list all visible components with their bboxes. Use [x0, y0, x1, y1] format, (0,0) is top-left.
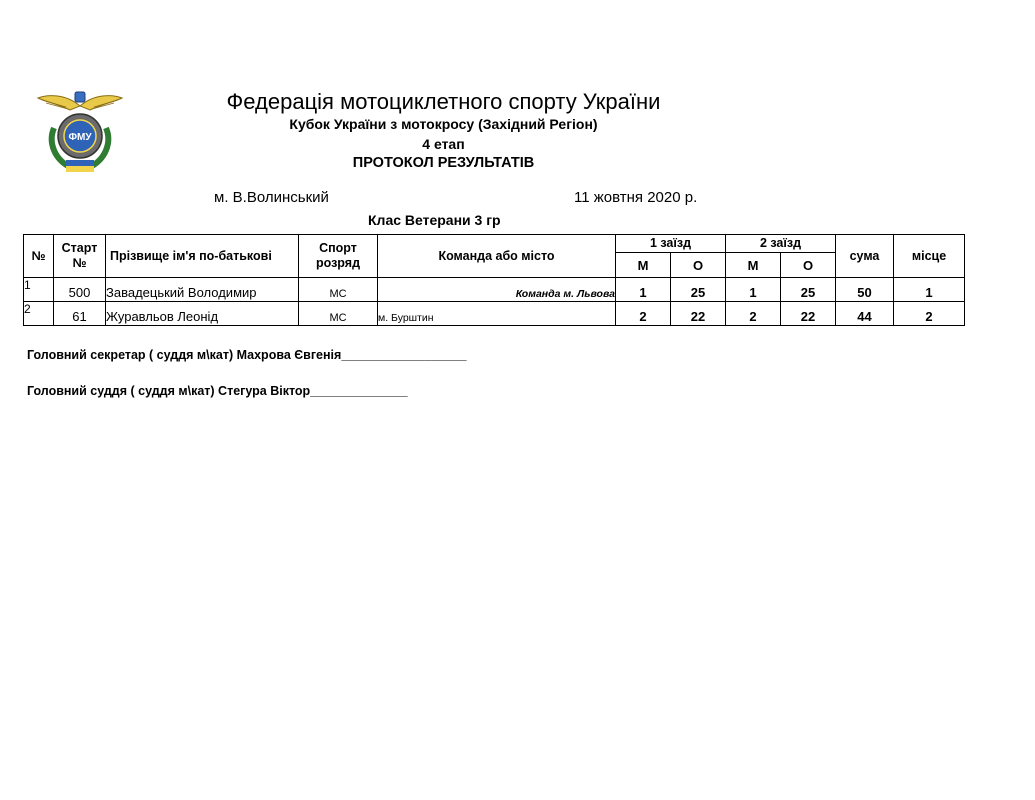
cell-r2o: 25 — [781, 278, 836, 302]
cell-num: 2 — [24, 302, 54, 326]
col-race2-m: М — [726, 253, 781, 278]
col-race1: 1 заїзд — [616, 235, 726, 253]
cell-r1o: 22 — [671, 302, 726, 326]
cell-name: Журавльов Леонід — [106, 302, 299, 326]
cell-place: 2 — [894, 302, 965, 326]
table-row — [24, 278, 965, 302]
cell-place: 1 — [894, 278, 965, 302]
event-place: м. В.Волинський — [214, 189, 329, 206]
event-date: 11 жовтня 2020 р. — [574, 189, 698, 206]
protocol-title: ПРОТОКОЛ РЕЗУЛЬТАТІВ — [352, 155, 535, 171]
secretary-signature: Головний секретар ( суддя м\кат) Махрова Євгенія__________________ — [27, 348, 467, 362]
judge-signature: Головний суддя ( суддя м\кат) Стегура Віктор______________ — [27, 384, 408, 398]
cup-title: Кубок України з мотокросу (Західний Регіон) — [289, 116, 598, 132]
cell-rank: МС — [299, 302, 378, 326]
cell-num: 1 — [24, 278, 54, 302]
col-place: місце — [894, 235, 965, 278]
col-rank: Спорт розряд — [299, 235, 378, 278]
cell-r1o: 25 — [671, 278, 726, 302]
col-race1-o: О — [671, 253, 726, 278]
cell-team: Команда м. Львова — [378, 278, 616, 302]
federation-title: Федерація мотоциклетного спорту України — [226, 89, 661, 114]
col-race1-m: М — [616, 253, 671, 278]
cell-name: Завадецький Володимир — [106, 278, 299, 302]
cell-start: 61 — [54, 302, 106, 326]
cell-start: 500 — [54, 278, 106, 302]
col-num: № — [24, 235, 54, 278]
cell-rank: МС — [299, 278, 378, 302]
col-sum: сума — [836, 235, 894, 278]
col-team: Команда або місто — [378, 235, 616, 278]
table-row — [24, 302, 965, 326]
col-start: Старт № — [54, 235, 106, 278]
col-race2-o: О — [781, 253, 836, 278]
col-name: Прізвище ім'я по-батькові — [106, 235, 299, 278]
cell-r1m: 1 — [616, 278, 671, 302]
stage-title: 4 етап — [422, 136, 465, 152]
class-title: Клас Ветерани 3 гр — [368, 212, 501, 228]
cell-r2m: 2 — [726, 302, 781, 326]
col-race2: 2 заїзд — [726, 235, 836, 253]
cell-r1m: 2 — [616, 302, 671, 326]
cell-r2o: 22 — [781, 302, 836, 326]
results-table — [23, 234, 965, 326]
cell-team: м. Бурштин — [378, 302, 616, 326]
logo-text: ФМУ — [68, 132, 92, 143]
cell-sum: 44 — [836, 302, 894, 326]
cell-sum: 50 — [836, 278, 894, 302]
cell-r2m: 1 — [726, 278, 781, 302]
